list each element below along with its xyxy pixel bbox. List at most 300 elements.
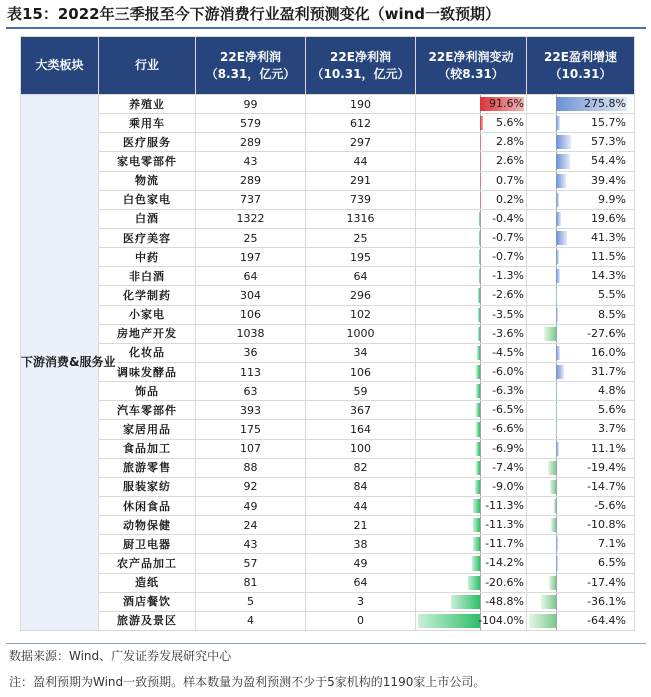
zero-axis [556,574,557,592]
change-bar [480,193,481,207]
industry-cell: 农产品加工 [99,554,196,573]
change-cell [416,324,527,343]
change-label: -11.3% [485,518,524,532]
change-cell [416,458,527,477]
table-title: 表15：2022年三季报至今下游消费行业盈利预测变化（wind一致预期） [7,5,501,23]
e1031-cell: 612 [306,114,416,133]
growth-cell [527,458,635,477]
change-label: -6.6% [492,422,524,436]
change-bar [476,365,480,379]
industry-cell: 化学制药 [99,286,196,305]
zero-axis [480,286,481,304]
change-bar [480,174,481,188]
e831-cell: 1322 [196,209,306,228]
e1031-cell: 44 [306,152,416,171]
growth-bar [556,537,558,551]
growth-bar [550,480,556,494]
zero-axis [480,440,481,458]
profit-forecast-table [20,36,635,631]
source-note: 数据来源：Wind、广发证券发展研究中心 [9,649,232,663]
zero-axis [480,535,481,553]
growth-cell [527,362,635,381]
change-cell [416,592,527,611]
table-row [21,228,635,247]
growth-label: 7.1% [598,537,626,551]
e1031-cell: 82 [306,458,416,477]
growth-bar [551,518,556,532]
industry-cell: 养殖业 [99,95,196,114]
change-bar [480,154,481,168]
e1031-cell: 190 [306,95,416,114]
growth-label: -10.8% [587,518,626,532]
change-label: 0.2% [496,192,524,206]
e831-cell: 107 [196,439,306,458]
e831-cell: 81 [196,573,306,592]
e1031-cell: 106 [306,362,416,381]
e831-cell: 289 [196,171,306,190]
change-label: 2.6% [496,154,524,168]
change-label: -6.0% [492,364,524,378]
e1031-cell: 0 [306,611,416,630]
growth-bar [544,327,556,341]
e1031-cell: 59 [306,382,416,401]
e831-cell: 289 [196,133,306,152]
change-label: 5.6% [496,116,524,130]
table-row [21,477,635,496]
growth-bar [529,614,556,628]
change-cell [416,152,527,171]
growth-cell [527,267,635,286]
industry-cell: 非白酒 [99,267,196,286]
zero-axis [556,612,557,630]
growth-label: 11.5% [591,250,626,264]
e1031-cell: 100 [306,439,416,458]
industry-cell: 食品加工 [99,439,196,458]
growth-bar [556,154,570,168]
e1031-cell: 195 [306,248,416,267]
change-cell [416,439,527,458]
change-label: -11.3% [485,498,524,512]
growth-label: 57.3% [591,135,626,149]
change-label: -3.6% [492,326,524,340]
change-cell [416,95,527,114]
change-label: 2.8% [496,135,524,149]
change-cell [416,114,527,133]
e1031-cell: 1316 [306,209,416,228]
industry-cell: 调味发酵品 [99,362,196,381]
growth-label: 39.4% [591,173,626,187]
change-cell [416,573,527,592]
growth-label: 54.4% [591,154,626,168]
industry-cell: 家居用品 [99,420,196,439]
growth-label: -36.1% [587,594,626,608]
e831-cell: 99 [196,95,306,114]
title-divider [6,27,646,29]
zero-axis [480,306,481,324]
zero-axis [556,325,557,343]
change-cell [416,535,527,554]
growth-label: 15.7% [591,116,626,130]
e1031-cell: 64 [306,267,416,286]
growth-label: 5.6% [598,403,626,417]
industry-cell: 家电零部件 [99,152,196,171]
change-bar [476,461,480,475]
industry-cell: 旅游及景区 [99,611,196,630]
change-cell [416,267,527,286]
e1031-cell: 367 [306,401,416,420]
change-cell [416,382,527,401]
zero-axis [480,420,481,438]
growth-bar [556,288,557,302]
zero-axis [480,459,481,477]
change-cell [416,248,527,267]
table-row [21,573,635,592]
growth-cell [527,286,635,305]
e831-cell: 175 [196,420,306,439]
change-label: -11.7% [485,537,524,551]
change-label: -0.7% [492,250,524,264]
table-body [21,95,635,631]
growth-bar [556,212,561,226]
e831-cell: 92 [196,477,306,496]
growth-cell [527,305,635,324]
e1031-cell: 297 [306,133,416,152]
change-label: -0.7% [492,230,524,244]
change-cell [416,171,527,190]
e831-cell: 36 [196,343,306,362]
growth-cell [527,95,635,114]
growth-label: -19.4% [587,460,626,474]
e1031-cell: 84 [306,477,416,496]
change-label: -6.9% [492,441,524,455]
change-bar [480,116,483,130]
growth-cell [527,152,635,171]
growth-bar [554,499,556,513]
zero-axis [556,459,557,477]
change-label: -20.6% [485,575,524,589]
change-bar [478,288,480,302]
e1031-cell: 3 [306,592,416,611]
growth-bar [556,384,557,398]
e831-cell: 393 [196,401,306,420]
table-row [21,401,635,420]
zero-axis [480,325,481,343]
change-label: 0.7% [496,173,524,187]
change-cell [416,362,527,381]
zero-axis [480,363,481,381]
e1031-cell: 34 [306,343,416,362]
change-cell [416,286,527,305]
table-row [21,611,635,630]
table-row [21,248,635,267]
change-bar [473,537,480,551]
growth-label: 31.7% [591,364,626,378]
zero-axis [480,401,481,419]
table-row [21,592,635,611]
e831-cell: 737 [196,190,306,209]
table-row [21,554,635,573]
zero-axis [480,248,481,266]
change-bar [476,403,480,417]
change-cell [416,209,527,228]
industry-cell: 白酒 [99,209,196,228]
change-bar [476,422,480,436]
growth-label: 3.7% [598,422,626,436]
table-row [21,439,635,458]
zero-axis [480,497,481,515]
growth-cell [527,171,635,190]
growth-label: 19.6% [591,211,626,225]
table-row [21,114,635,133]
growth-label: -5.6% [594,498,626,512]
growth-bar [556,135,571,149]
table-row [21,152,635,171]
change-bar [475,480,480,494]
growth-label: 4.8% [598,384,626,398]
industry-cell: 服装家纺 [99,477,196,496]
e831-cell: 24 [196,516,306,535]
growth-cell [527,343,635,362]
industry-cell: 中药 [99,248,196,267]
zero-axis [480,478,481,496]
e1031-cell: 25 [306,228,416,247]
change-bar [477,346,480,360]
table-row [21,535,635,554]
growth-label: 5.5% [598,288,626,302]
header-e1031: 22E净利润 （10.31，亿元） [306,37,416,95]
change-label: 91.6% [489,97,524,110]
e831-cell: 88 [196,458,306,477]
industry-cell: 厨卫电器 [99,535,196,554]
growth-bar [556,346,560,360]
growth-label: 11.1% [591,441,626,455]
change-bar [473,499,480,513]
growth-label: -27.6% [587,326,626,340]
change-bar [479,212,480,226]
zero-axis [480,382,481,400]
change-bar [468,576,480,590]
growth-label: 275.8% [584,97,626,110]
industry-cell: 乘用车 [99,114,196,133]
growth-bar [556,116,560,130]
header-growth: 22E盈利增速 （10.31） [527,37,635,95]
zero-axis [480,344,481,362]
change-label: -1.3% [492,269,524,283]
growth-cell [527,401,635,420]
change-label: -4.5% [492,345,524,359]
growth-bar [556,365,564,379]
category-cell: 下游消费&服务业 [21,95,99,631]
growth-label: 41.3% [591,230,626,244]
table-row [21,133,635,152]
industry-cell: 造纸 [99,573,196,592]
change-bar [478,327,480,341]
growth-cell [527,477,635,496]
zero-axis [556,516,557,534]
growth-bar [556,422,557,436]
growth-cell [527,228,635,247]
e1031-cell: 291 [306,171,416,190]
change-bar [479,231,480,245]
growth-bar [549,576,556,590]
industry-cell: 休闲食品 [99,496,196,515]
growth-cell [527,114,635,133]
e831-cell: 4 [196,611,306,630]
industry-cell: 物流 [99,171,196,190]
change-cell [416,420,527,439]
e831-cell: 63 [196,382,306,401]
table-row [21,496,635,515]
change-bar [479,269,480,283]
change-label: -48.8% [485,594,524,608]
growth-label: 6.5% [598,556,626,570]
growth-label: 8.5% [598,307,626,321]
growth-cell [527,554,635,573]
industry-cell: 汽车零部件 [99,401,196,420]
industry-cell: 医疗服务 [99,133,196,152]
growth-bar [556,556,558,570]
header-change: 22E净利润变动 （较8.31） [416,37,527,95]
growth-cell [527,248,635,267]
table-row [21,516,635,535]
change-cell [416,611,527,630]
growth-cell [527,133,635,152]
growth-cell [527,190,635,209]
table-row [21,382,635,401]
e831-cell: 304 [196,286,306,305]
change-bar [418,614,480,628]
footnote: 注：盈利预期为Wind一致预期。样本数量为盈利预测不少于5家机构的1190家上市公司。 [9,675,486,689]
table-row [21,209,635,228]
growth-cell [527,420,635,439]
industry-cell: 白色家电 [99,190,196,209]
e1031-cell: 739 [306,190,416,209]
growth-bar [556,193,559,207]
e1031-cell: 64 [306,573,416,592]
industry-cell: 化妆品 [99,343,196,362]
change-cell [416,305,527,324]
industry-cell: 饰品 [99,382,196,401]
growth-label: -64.4% [587,613,626,627]
e831-cell: 64 [196,267,306,286]
e1031-cell: 38 [306,535,416,554]
zero-axis [556,478,557,496]
e1031-cell: 44 [306,496,416,515]
zero-axis [480,229,481,247]
e1031-cell: 102 [306,305,416,324]
change-label: -3.5% [492,307,524,321]
change-label: -104.0% [478,613,524,627]
change-label: -6.3% [492,384,524,398]
growth-label: -17.4% [587,575,626,589]
e831-cell: 49 [196,496,306,515]
change-cell [416,190,527,209]
growth-bar [556,231,567,245]
e1031-cell: 21 [306,516,416,535]
change-label: -9.0% [492,479,524,493]
header-row [21,37,635,95]
change-bar [478,308,480,322]
growth-cell [527,324,635,343]
change-label: -2.6% [492,288,524,302]
zero-axis [480,267,481,285]
e1031-cell: 49 [306,554,416,573]
table-row [21,267,635,286]
growth-cell [527,209,635,228]
growth-label: 9.9% [598,192,626,206]
table-row [21,171,635,190]
growth-label: 16.0% [591,345,626,359]
growth-cell [527,439,635,458]
header-industry: 行业 [99,37,196,95]
change-cell [416,401,527,420]
table-row [21,305,635,324]
header-category: 大类板块 [21,37,99,95]
e831-cell: 5 [196,592,306,611]
growth-cell [527,516,635,535]
change-bar [472,556,480,570]
zero-axis [480,593,481,611]
change-label: -7.4% [492,460,524,474]
change-label: -0.4% [492,211,524,225]
e831-cell: 1038 [196,324,306,343]
e831-cell: 197 [196,248,306,267]
growth-bar [541,595,556,609]
zero-axis [480,554,481,572]
table-row [21,324,635,343]
e831-cell: 579 [196,114,306,133]
growth-bar [556,250,559,264]
change-bar [476,384,480,398]
growth-bar [556,269,560,283]
change-cell [416,554,527,573]
growth-label: -14.7% [587,479,626,493]
change-cell [416,133,527,152]
growth-cell [527,535,635,554]
growth-bar [556,403,557,417]
industry-cell: 房地产开发 [99,324,196,343]
change-bar [476,442,480,456]
e831-cell: 43 [196,535,306,554]
growth-cell [527,592,635,611]
e831-cell: 25 [196,228,306,247]
growth-bar [556,174,566,188]
growth-bar [548,461,556,475]
zero-axis [480,574,481,592]
change-cell [416,343,527,362]
e831-cell: 113 [196,362,306,381]
industry-cell: 医疗美容 [99,228,196,247]
industry-cell: 小家电 [99,305,196,324]
zero-axis [480,516,481,534]
growth-cell [527,496,635,515]
change-label: -14.2% [485,556,524,570]
growth-label: 14.3% [591,269,626,283]
growth-cell [527,611,635,630]
header-e831: 22E净利润 （8.31，亿元） [196,37,306,95]
industry-cell: 旅游零售 [99,458,196,477]
e831-cell: 43 [196,152,306,171]
zero-axis [556,497,557,515]
change-bar [451,595,480,609]
industry-cell: 酒店餐饮 [99,592,196,611]
growth-bar [556,442,559,456]
change-cell [416,228,527,247]
table-row [21,420,635,439]
change-cell [416,516,527,535]
change-cell [416,477,527,496]
e831-cell: 106 [196,305,306,324]
